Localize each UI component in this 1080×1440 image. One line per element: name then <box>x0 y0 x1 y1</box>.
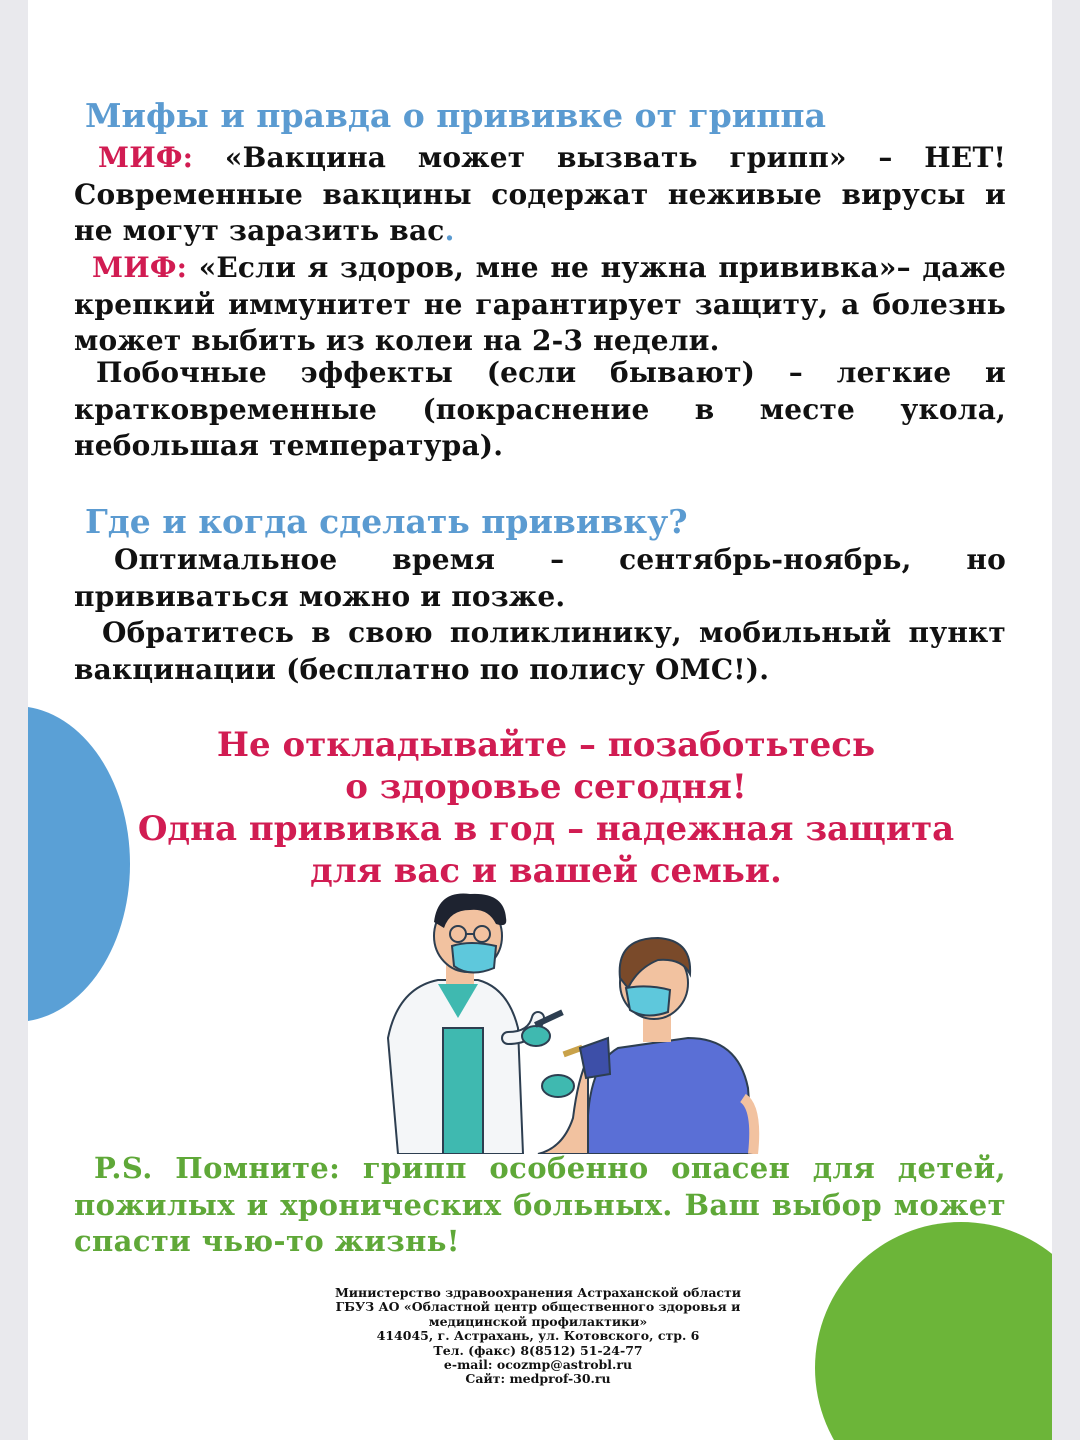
footer-org-cont: медицинской профилактики» <box>428 1313 648 1329</box>
myth-2-label: МИФ: <box>92 251 188 284</box>
footer-phone: Тел. (факс) 8(8512) 51-24-77 <box>433 1342 643 1358</box>
ps-paragraph: P.S. Помните: грипп особенно опасен для детей, пожилых и хронических больных. Ваш выбор может спасти чью-то жизнь! <box>74 1151 1006 1258</box>
footer-org: ГБУЗ АО «Областной центр общественного здоровья и <box>335 1299 741 1315</box>
myth-1-end: . <box>444 214 455 247</box>
callout-line-4: для вас и вашей семьи. <box>310 851 782 891</box>
optimal-time-paragraph: Оптимальное время – сентябрь-ноябрь, но прививаться можно и позже. <box>74 543 1006 613</box>
poster-page <box>28 0 1052 1440</box>
myth-1-label: МИФ: <box>98 141 194 174</box>
callout-line-1: Не откладывайте – позаботьтесь <box>216 725 876 765</box>
where-when-heading: Где и когда сделать прививку? <box>85 502 688 541</box>
footer-address: 414045, г. Астрахань, ул. Котовского, стр. 6 <box>376 1328 700 1344</box>
myths-heading: Мифы и правда о прививке от гриппа <box>85 96 826 135</box>
patient-figure <box>538 938 754 1154</box>
myth-2-paragraph <box>74 250 1006 360</box>
myth-1-paragraph <box>74 140 1006 250</box>
myth-1-text: «Вакцина может вызвать грипп» – НЕТ! Современные вакцины содержат неживые вирусы и не могут заразить вас <box>74 141 1006 247</box>
doctor-figure <box>388 894 583 1154</box>
footer-website: Сайт: medprof-30.ru <box>465 1371 611 1387</box>
callout-line-3: Одна прививка в год – надежная защита <box>137 809 955 849</box>
callout-line-2: о здоровье сегодня! <box>345 767 747 807</box>
doctor-vaccinating-patient-illustration <box>358 888 778 1154</box>
side-effects-paragraph: Побочные эффекты (если бывают) – легкие и кратковременные (покраснение в месте укола, небольшая температура). <box>74 356 1006 462</box>
where-paragraph: Обратитесь в свою поликлинику, мобильный пункт вакцинации (бесплатно по полису ОМС!). <box>74 616 1006 686</box>
footer-contacts <box>278 1286 798 1387</box>
footer-email: e-mail: ocozmp@astrobl.ru <box>443 1357 633 1373</box>
footer-ministry: Министерство здравоохранения Астраханской области <box>334 1285 742 1300</box>
callout-block <box>96 724 996 892</box>
myth-2-text: «Если я здоров, мне не нужна прививка»– даже крепкий иммунитет не гарантирует защиту, а болезнь может выбить из колеи на 2-3 недели. <box>74 251 1007 357</box>
